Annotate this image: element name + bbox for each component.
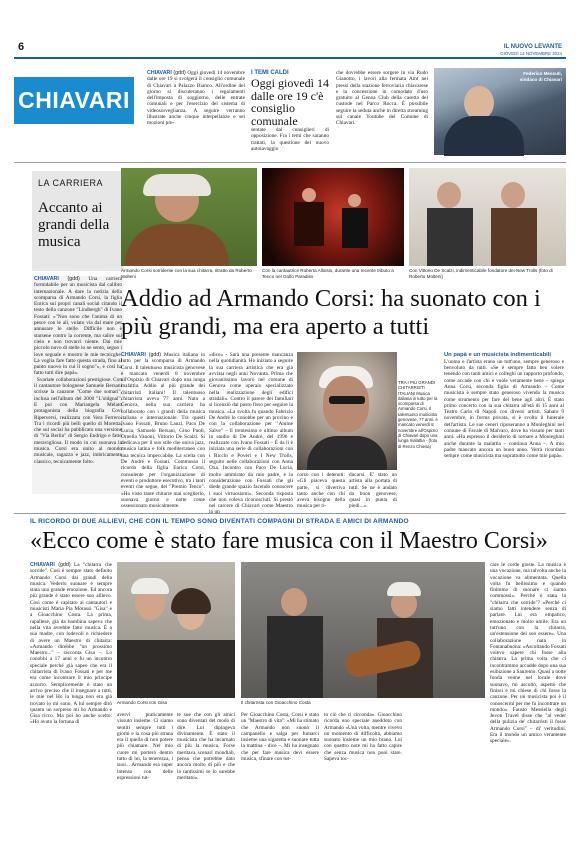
sidebar-headline: Accanto ai grandi della musica [38,200,110,250]
top-headline: Oggi giovedì 14 dalle ore 19 c'è consiglio comunale [251,76,329,128]
sidebox-text: L'uomo e l'artista erano un tutt'uno, sempre generoso e benvoluto da tutti. «Se è sempre fatto ben volere tenendo con tanti amici e colleghi un rapporto profondo, come accade con chi è vuole veramente bene – spiega Anna Corsi, seconda figlia di Armando – Come musicista è sempre stato generoso vivendo la musica come strumento per fare del bene agli altri. È stato primo concerto con la sua chitarra all'età di 15 anni al Teatro Carlo di Napoli con diversi artisti. Sabato 9 novembre, in forma privata, si è svolto il funerale dell'artista. Le sue ceneri riposeranno a Monleghini nel comune di Favale di Malvaro, dove ha vissuto per tanti anni. «Ha espresso il desiderio di tornare a Monleghini anche durante la malattia – continua Anna –. A mio padre mancato ancora un buon anno. Verrà ricordato sempre come musicista ma soprattutto come mio papà». [444,358,564,460]
main-article-col3: corso con i detenuti: «Gli piaceva questa parte, si divertiva tanto anche con chi aveva bisogno della musica per ri- [297,472,345,510]
corsi-hair [143,174,211,196]
masthead: IL NUOVO LEVANTE [503,44,562,50]
mayor-caption: Federico Messuti, sindaco di Chiavari [519,71,562,82]
performer2-body [342,208,368,248]
top-kicker: I TEMI CALDI [251,70,289,76]
main-headline: Addio ad Armando Corsi: ha suonato con i più grandi, ma era aperto a tutti [121,285,541,340]
mayor-photo [434,68,566,155]
top-article-col3: che dovrebbe essere sorgere in via Rudo Gianotto, i lavori alla fermata Amt nei pressi della stazione ferroviaria chiavarese e la concessione in comodato d'uso gratuito al Genoa Club della casetta del custode nel Parco Rocca. È possibile seguire la seduta anche in diretta streaming sul canale Youtube del Comune di Chiavari. [336,70,428,127]
main-article-col4: ducarsi. E' stato un artista alla portata di tutti. Se ne è andato da buon genovese, quasi in punta di piedi...». [349,472,397,510]
costa-body [267,616,323,698]
corsi-hair-4 [387,582,421,596]
page-number: 6 [18,41,25,53]
main-article-col2: «dice» - Sarà una presente mancanza nella quotidianità. Ho iniziato a seguire la sua carriera artistica che era già avviata negli anni Novanta. Prima che giovanissimo lavorò nel comune di Genova come operaio specializzato nella realizzazione degli edifici stradali». Contro il parere dei familiari si licenziò dal posto fisso per seguire la musica. «La svolta fu quando Fabrizio De André lo conobbe per un provino e con la collaborazione per "Anime Salve" – il trentesimo e ultimo album in studio di De André, del 1996 e realizzato con Ivano Fossati – È da lì è iniziata una serie di collaborazioni con i Ricchi e Poveri e I New Trolls, seguito nelle collaborazioni con Anna Oxa. Incontro con Paco De Lucia, molto ammirato da mio padre, e la considerazione con Fossati che gli diede grande spazio facendo conoscere i suoi virtuosismi». Seconda risposta che non voleva riconosciuti. Si prestò nel carcere di Chiavari come Maestro [209,352,293,510]
portrait-shirt [307,436,387,470]
main-article-col1: CHIAVARI (gdd) Musica italiana in lutto per la scomparsa di Armando Corsi. Il talentuoso musicista genovese è mancato venerdì 8 novembre all'Ospizio di Chiavari dopo una lunga malattia. Addio al più grande dei chitarristi italiani! Il talentuoso chitarrista aveva 77 anni. Nato a Genova, nella sua carriera ha collaborato con i grandi della musica italiana e internazionale. Tra questi Ivano Fossati, Bruno Lauzi, Paco De Lucia, Samuele Bersani, Gino Paoli, Ornella Vanoni, Vittorio De Scalzi. Si dedicava per il suo stile che univa jazz, musica latina e folk mediterraneo con una tecnica impeccabile. La scelta con De André e Fossati. Commosso il ricordo della figlia Enrica Corsi, consulente per l'organizzazione di eventi e produttore esecutivo, tra i tanti eventi che segue, del "Premio Tenco". «Ho visto tante chitarre mai sceglierlo, suonava giorno e notte come ossessionato musicalmente. [121,352,205,510]
performer1-body [294,202,324,246]
photo-corsi-costa [241,562,485,698]
caption-costa: Il chitarrista con Gioacchino Costa [241,700,311,705]
bottom-article-col5: to ciò che ci circonda». Gioacchino ricorda uno speciale aneddoto con Armando «Una volta, mentre vivevo un momento di difficoltà, abbiamo suonato insieme un mio brano. Lui con quattro note mi ha fatto capire che senza musica non puoi stare. Sapeva toc- [324,712,402,763]
portrait-glasses [329,396,365,404]
portrait-caption: TRA I PIÙ GRANDI CHITARRISTI ITALIANI Musica italiana in lutto per la scomparsa di Armando Corsi. Il talentuoso musicista genovese, 77 anni, è mancato venerdì 8 novembre all'Ospizio di Chiavari dopo una lunga malattia - (foto di Renzo Chiesa) [398,380,438,449]
mayor-face [464,86,494,120]
bottom-headline: «Ecco come è stato fare musica con il Maestro Corsi» [30,528,548,554]
section-banner: CHIAVARI [14,77,134,124]
photo-corsi-descalzi [409,168,566,266]
corsi-hair-3 [131,578,169,594]
sidebar-kicker: LA CARRIERA [38,178,104,188]
performer2-head [348,194,361,207]
performer1-head [302,188,316,202]
corsi-body-2 [491,208,537,266]
divider [14,162,566,163]
caption-photo1: Armando Corsi sorridente con la sua chitarra, ritratto da Roberto Molteni [121,268,252,279]
caption-photo2: Con la cantautrice Roberta Alloisio, durante una recente tributo a Tenco nel Golfo Paradiso [262,268,394,279]
top-article-head [251,70,329,127]
photo-corsi-alloisio [262,168,404,266]
sidebar-body: CHIAVARI (gdd) Una carriera formidabile per un musicista dal calibro internazionale. A dare la notizia della scomparsa di Armando Corsi, la figlia Enrica sui propri canali social citando il testo della canzone "Lindbergh" di Ivano Fossati: «"Non sono che l'anima di un pesce con le ali, volato via dal mare per annusare le stelle. Difficile non è starsene contro la corrente, ma salire sul cielo e non trovarci niente. Dai mie piccolo nuvo di stelle io ne sento, seguo i love seguale e mostro le mie tecnicghe. La voglia fare fatto questa strada, fino al punto nuovo in cui il sogno"», e così ha fatto tutti dire papà». Svariate collaborazioni prestigiose. Con il cantautore bolognese Samuele Bersani scrisse la canzone "Come due somari", inclusa nell'album del 2000 "L'oldgnal". E poi con Mariangela Melato protagonista della biografia Covi Riperversi, realizzata con Vera Ferrero. Tra i ricordi più belli quello di Moretta, che sul social ha pubblicato una versione di "Via Berlin" di Sergio Endrigo e fatto meravigliosa. Il modo in cui suonava la musica. Corsi era unito al mondo musicale, ragazzo e jazz, imbricamente classico, tecnicamente folto. [32,276,124,494]
photo-corsi-gisa [117,562,235,698]
main-sidebox [444,352,564,497]
bottom-kicker: IL RICORDO DI DUE ALLIEVI, CHE CON IL TEMPO SONO DIVENTATI COMPAGNI DI STRADA E AMICI DI ARMANDO [30,518,409,525]
descalzi-body [427,208,473,266]
header-rule [14,57,566,59]
bottom-article-col4: Per Gioacchino Costa, Corsi è stato un "Maestro di vita": «Mi ha stimato che Armando non suonò il campanello e salga per fumarci insieme una sigaretta e suonare tutta la mattina - dice –. Mi ha insegnato che per fare musica devi essere musica, sfinare con tut- [241,712,319,763]
photo-bottom-shadow [117,640,235,698]
gisa-hair [171,588,211,614]
guitar-body [125,224,229,266]
bottom-article-col1: CHIAVARI (gdd) La "chitarra che sorride". Così è sempre stato definito Armando Corsi dai grandi della musica. Vederlo suonare è sempre stata una grande emozione. Ed ancora più grande è stato essere suo allievo. Così come è capitato ai cantautori e musicisti Maria Pia Morassi "Gisa" e a Gioacchino Costa. La prima, rapallese, già da bambina sapeva che nella vita avrebbe fatto musica. È a sua madre, con lodevoli e richiedere di avere un Maestro di chitarra: «Armando direbbe "un prossimo Maestro..." – racconta Gisa –. Lo conobbi a 17 anni e fu un incontro speciale perché già sapeo che era il chitarrista di Ivano Fossati e per me era come incontrare il mio principe azzurro. Semplicemente è stato un arrivo preciso che il insegnare a tutti, le mie nel Ho la lunga non era già trovato io mi sono, A lui sempre dirò quanto un sorpreso mi ho Armando e Gisa ricco. Ma poi ho anche scelto: «Ho avuto la fortuna di [30,562,113,726]
issue-date: GIOVEDÌ 14 NOVEMBRE 2024 [500,51,562,56]
caption-photo3: Con Vittorio De Scalzi, indimenticabile fondatore dei New Trolls (foto di Roberto Molteni) [409,268,553,279]
corsi-head-2 [501,182,525,208]
caption-gisa: Armando Corsi con Gisa [117,700,168,705]
mayor-suit [444,116,524,156]
descalzi-head [437,182,461,208]
sidebox-title: Un papà e un musicista indimenticabili [444,352,551,358]
portrait-face [323,376,369,432]
photo-corsi-guitar [121,168,257,266]
divider-bottom [14,513,566,514]
top-article-col1: CHIAVARI (gdd) Oggi giovedì 14 novembre dalle ore 19 si svolgerà il consiglio comunale di Chiavari a Palazzo Bianco. All'ordine del giorno si discuteranno i regolamenti dell'imposta di soggiorno, delle entrate comunali e per l'esercizio del sistema di videosorveglianza. A seguire verranno illustrate anche cinque interpellanze e sei mozioni pre- [147,70,246,127]
costa-face [281,588,307,616]
top-article-col2: sentate dai consiglieri di opposizione. Fra i temi che saranno trattati, la questione del nuovo autolavaggio [251,127,329,152]
photo-corsi-portrait [297,352,397,470]
bottom-article-col3: te sue che con gli amici sono diventati del modo di dire. Lui dipingeva divinamente. È stato il musicista che ha incarnato di più la musica. Forse meritava scenari mondiali, penso che potrebbe dato ancora molto di più e che in tantissimi se lo sarebbe meritato». [177,712,235,781]
bottom-article-col6: care le corde giuste. La musica è una vocazione, ma talvolta anche la vocazione va alimentata. Quella volta fu bellissimo e quando finimmo di suonare ci siamo commossi». Perché è stata la "chitarra che sorride"? «Perché ci siamo fatti intendere senza di parlare. Lui era empatico, emozionato e molto umile. Era un tutt'uno con la chitarra, un'estensione del suo essere». Una collaborazione nata in Fontanabuona: «Ascoltando Fossati volevo sapere chi fosse alla chitarra. La prima volta che ci incontrammo accadde dopo una sua esibizione a Sanremo. Quasi a notte fonda venne nel locale dove suonavo, mi ascoltò, aspettò che finissi e mi chiese di chi fosse la canzone. Per un musicista poi è il conoscermi per me fu incontrare un mondo». Fausto Messiella degli Jevon Travel disse che "al veder della pulizia de' chitarristi il fosse Armando Corsi" – di' veritudini. Era il mondo un amico veramente speciale». [490,562,566,745]
bottom-article-col2: avervi praticamente vissuto insieme. Ci siamo sentiti sempre tutti i giorni e la cosa più strana era il quella di non potere più chiamare. Nel mio cuore mi porterò dentro tutto di lui, la tenerezza, i suoi... Armando era super intenso con delle espressioni tut- [117,712,173,781]
